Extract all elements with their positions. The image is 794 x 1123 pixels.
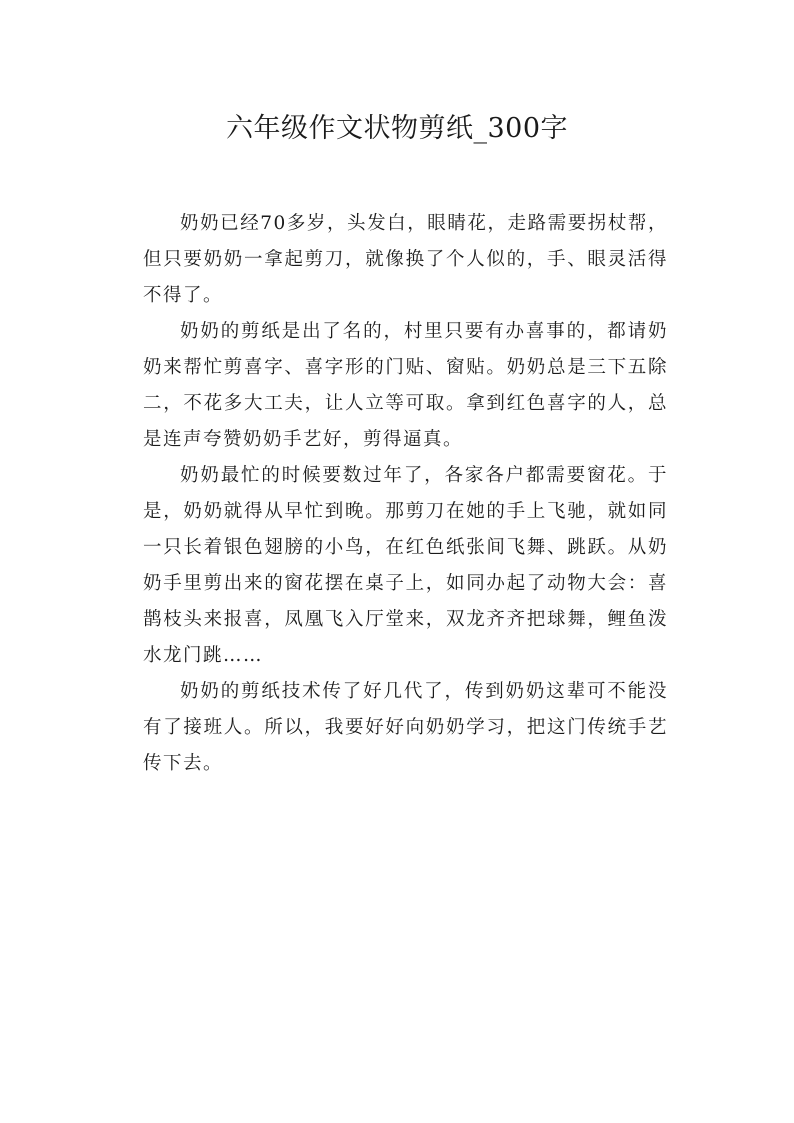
document-body [143, 206, 668, 782]
paragraph-3: 奶奶最忙的时候要数过年了，各家各户都需要窗花。于是，奶奶就得从早忙到晚。那剪刀在她的手上飞驰，就如同一只长着银色翅膀的小鸟，在红色纸张间飞舞、跳跃。从奶奶手里剪出来的窗花摆在桌子上，如同办起了动物大会：喜鹊枝头来报喜，凤凰飞入厅堂来，双龙齐齐把球舞，鲤鱼泼水龙门跳…… [143, 465, 668, 666]
paragraph-2: 奶奶的剪纸是出了名的，村里只要有办喜事的，都请奶奶来帮忙剪喜字、喜字形的门贴、窗贴。奶奶总是三下五除二，不花多大工夫，让人立等可取。拿到红色喜字的人，总是连声夸赞奶奶手艺好，剪得逼真。 [143, 321, 668, 450]
document-title: 六年级作文状物剪纸_300字 [225, 113, 569, 144]
paragraph-1: 奶奶已经70多岁，头发白，眼睛花，走路需要拐杖帮，但只要奶奶一拿起剪刀，就像换了个人似的，手、眼灵活得不得了。 [143, 213, 668, 306]
paragraph-4: 奶奶的剪纸技术传了好几代了，传到奶奶这辈可不能没有了接班人。所以，我要好好向奶奶学习，把这门传统手艺传下去。 [143, 681, 668, 774]
